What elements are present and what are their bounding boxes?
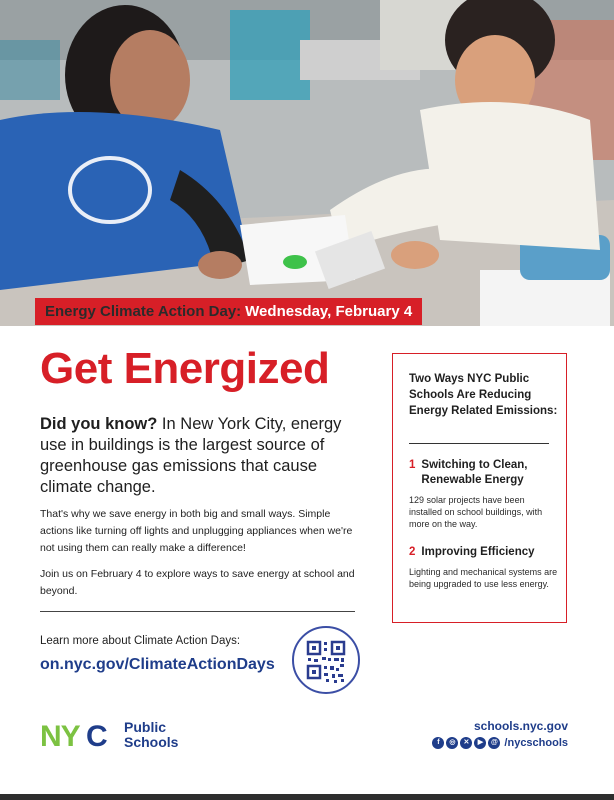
lead-text: In New York City, energy use in buildings is the largest source of greenhouse gas emissions that cause climate change. <box>40 415 342 496</box>
info-item-number: 1 <box>409 459 416 471</box>
info-box-divider <box>409 443 549 444</box>
svg-text:NY: NY <box>40 720 80 750</box>
info-item-body: 129 solar projects have been installed on school buildings, with more on the way. <box>409 495 543 529</box>
page-title: Get Energized <box>40 344 330 393</box>
lead-emphasis: Did you know? <box>40 415 158 433</box>
nyc-logo-mark <box>40 720 118 750</box>
learn-more-label: Learn more about Climate Action Days: <box>40 635 241 647</box>
hero-photo <box>0 0 614 326</box>
body-paragraph-2: Join us on February 4 to explore ways to save energy at school and beyond. <box>40 568 355 597</box>
learn-more-link[interactable]: on.nyc.gov/ClimateActionDays <box>40 656 275 673</box>
nyc-public-schools-logo <box>40 720 178 750</box>
youtube-icon[interactable]: ▶ <box>474 737 486 749</box>
facebook-icon[interactable]: f <box>432 737 444 749</box>
lead-paragraph <box>40 414 360 498</box>
info-item-1 <box>409 458 559 530</box>
body-paragraph-1: That's why we save energy in both big and small ways. Simple actions like turning off lights and unplugging appliances when we're not using them can really make a difference! <box>40 508 353 554</box>
info-item-heading: Improving Efficiency <box>421 546 535 558</box>
info-item-body: Lighting and mechanical systems are being upgraded to use less energy. <box>409 567 558 589</box>
x-icon[interactable]: ✕ <box>460 737 472 749</box>
info-item-heading: Switching to Clean, Renewable Energy <box>421 459 528 486</box>
svg-text:C: C <box>86 720 108 750</box>
emissions-info-box <box>392 353 567 623</box>
threads-icon[interactable]: @ <box>488 737 500 749</box>
logo-line-1: Public <box>124 719 167 735</box>
info-item-2 <box>409 545 559 590</box>
qr-code[interactable] <box>292 626 360 694</box>
social-links <box>432 737 568 749</box>
students-photo-illustration <box>0 0 614 326</box>
instagram-icon[interactable]: ◎ <box>446 737 458 749</box>
event-date: Wednesday, February 4 <box>245 303 413 320</box>
qr-code-icon <box>294 628 358 692</box>
website-link[interactable]: schools.nyc.gov <box>473 719 568 733</box>
viewer-bottom-edge <box>0 794 614 800</box>
logo-line-2: Schools <box>124 734 179 750</box>
event-banner <box>35 298 422 325</box>
social-handle[interactable]: /nycschools <box>504 737 568 749</box>
info-box-title: Two Ways NYC Public Schools Are Reducing Energy Related Emissions: <box>409 373 558 417</box>
info-item-number: 2 <box>409 546 416 558</box>
event-label: Energy Climate Action Day: <box>45 303 242 320</box>
divider <box>40 611 355 612</box>
logo-text <box>124 720 178 750</box>
